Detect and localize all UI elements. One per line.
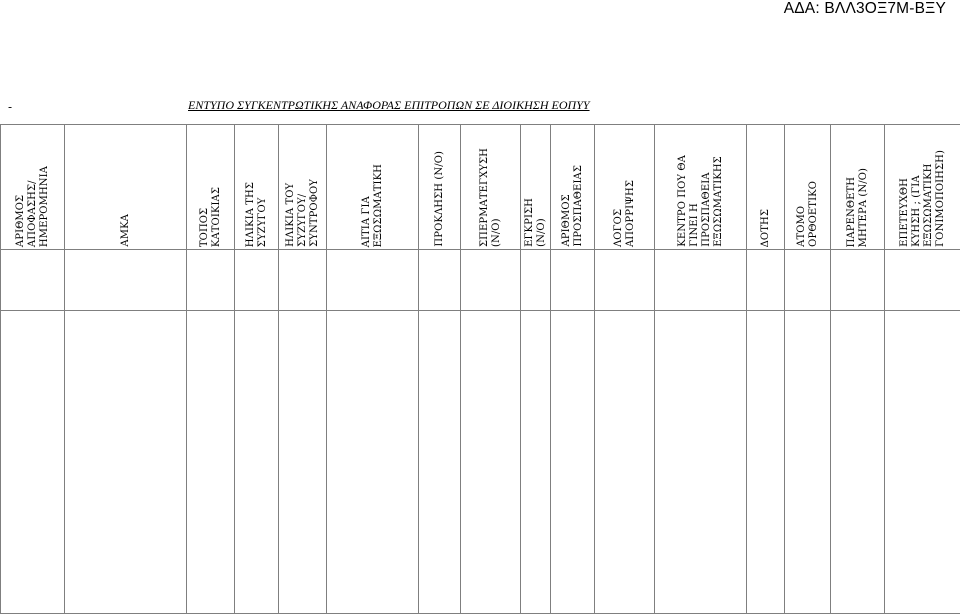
table-cell[interactable] — [885, 311, 960, 614]
header-row — [1, 125, 960, 250]
table-row — [1, 250, 960, 311]
col-insemination: ΣΠΕΡΜΑΤΕΓΧΥΣΗ (Ν/Ο) — [461, 125, 521, 250]
table-cell[interactable] — [655, 250, 747, 311]
col-residence: ΤΟΠΟΣ ΚΑΤΟΙΚΙΑΣ — [187, 125, 235, 250]
col-approval: ΕΓΚΡΙΣΗ (Ν/Ο) — [521, 125, 551, 250]
table-cell[interactable] — [419, 250, 461, 311]
table-cell[interactable] — [187, 311, 235, 614]
table-cell[interactable] — [831, 250, 885, 311]
table-cell[interactable] — [521, 311, 551, 614]
table-cell[interactable] — [747, 311, 785, 614]
col-husband-age: ΗΛΙΚΙΑ ΤΟΥ ΣΥΖΥΓΟΥ/ ΣΥΝΤΡΟΦΟΥ — [279, 125, 327, 250]
table-cell[interactable] — [235, 250, 279, 311]
table-cell[interactable] — [419, 311, 461, 614]
col-ivf-center: ΚΕΝΤΡΟ ΠΟΥ ΘΑ ΓΙΝΕΙ Η ΠΡΟΣΠΑΘΕΙΑ ΕΞΩΣΩΜΑΤΙΚΗΣ — [655, 125, 747, 250]
table-cell[interactable] — [235, 311, 279, 614]
table-cell[interactable] — [595, 250, 655, 311]
table-cell[interactable] — [595, 311, 655, 614]
table-cell[interactable] — [65, 311, 187, 614]
col-ivf-reason: ΑΙΤΙΑ ΓΙΑ ΕΞΩΣΩΜΑΤΙΚΗ — [327, 125, 419, 250]
table-cell[interactable] — [279, 311, 327, 614]
table-cell[interactable] — [785, 250, 831, 311]
table-cell[interactable] — [551, 311, 595, 614]
col-induction: ΠΡΟΚΛΗΣΗ (Ν/Ο) — [419, 125, 461, 250]
report-table — [0, 124, 960, 614]
table-cell[interactable] — [655, 311, 747, 614]
ada-code: ΑΔΑ: ΒΛΛ3ΟΞ7Μ-ΒΞΥ — [783, 0, 946, 17]
table-cell[interactable] — [785, 311, 831, 614]
col-surrogate-mother: ΠΑΡΕΝΘΕΤΗ ΜΗΤΕΡΑ (Ν/Ο) — [831, 125, 885, 250]
col-amka: ΑΜΚΑ — [65, 125, 187, 250]
table-cell[interactable] — [521, 250, 551, 311]
document-title: ΕΝΤΥΠΟ ΣΥΓΚΕΝΤΡΩΤΙΚΗΣ ΑΝΑΦΟΡΑΣ ΕΠΙΤΡΟΠΩΝ ΣΕ ΔΙΟΙΚΗΣΗ ΕΟΠΥΥ — [188, 98, 590, 112]
table-cell[interactable] — [747, 250, 785, 311]
table-row — [1, 311, 960, 614]
table-cell[interactable] — [65, 250, 187, 311]
table-cell[interactable] — [279, 250, 327, 311]
table-cell[interactable] — [551, 250, 595, 311]
table-cell[interactable] — [1, 250, 65, 311]
col-pregnancy-achieved: ΕΠΕΤΕΥΧΘΗ ΚΥΗΣΗ ; (ΓΙΑ ΕΞΩΣΩΜΑΤΙΚΗ ΓΟΝΙΜΟΠΟΙΗΣΗ) — [885, 125, 960, 250]
table-cell[interactable] — [831, 311, 885, 614]
dash-mark: - — [8, 100, 13, 114]
col-donor: ΔΟΤΗΣ — [747, 125, 785, 250]
table-cell[interactable] — [885, 250, 960, 311]
table-cell[interactable] — [187, 250, 235, 311]
col-guardian: ΑΤΟΜΟ ΟΡΘΟΕΤΙΚΟ — [785, 125, 831, 250]
table-cell[interactable] — [327, 311, 419, 614]
col-attempt-number: ΑΡΙΘΜΟΣ ΠΡΟΣΠΑΘΕΙΑΣ — [551, 125, 595, 250]
col-decision-number-date: ΑΡΙΘΜΟΣ ΑΠΟΦΑΣΗΣ/ ΗΜΕΡΟΜΗΝΙΑ — [1, 125, 65, 250]
table-cell[interactable] — [461, 250, 521, 311]
table-cell[interactable] — [327, 250, 419, 311]
col-rejection-reason: ΛΟΓΟΣ ΑΠΟΡΡΙΨΗΣ — [595, 125, 655, 250]
col-wife-age: ΗΛΙΚΙΑ ΤΗΣ ΣΥΖΥΓΟΥ — [235, 125, 279, 250]
table-cell[interactable] — [1, 311, 65, 614]
table-cell[interactable] — [461, 311, 521, 614]
